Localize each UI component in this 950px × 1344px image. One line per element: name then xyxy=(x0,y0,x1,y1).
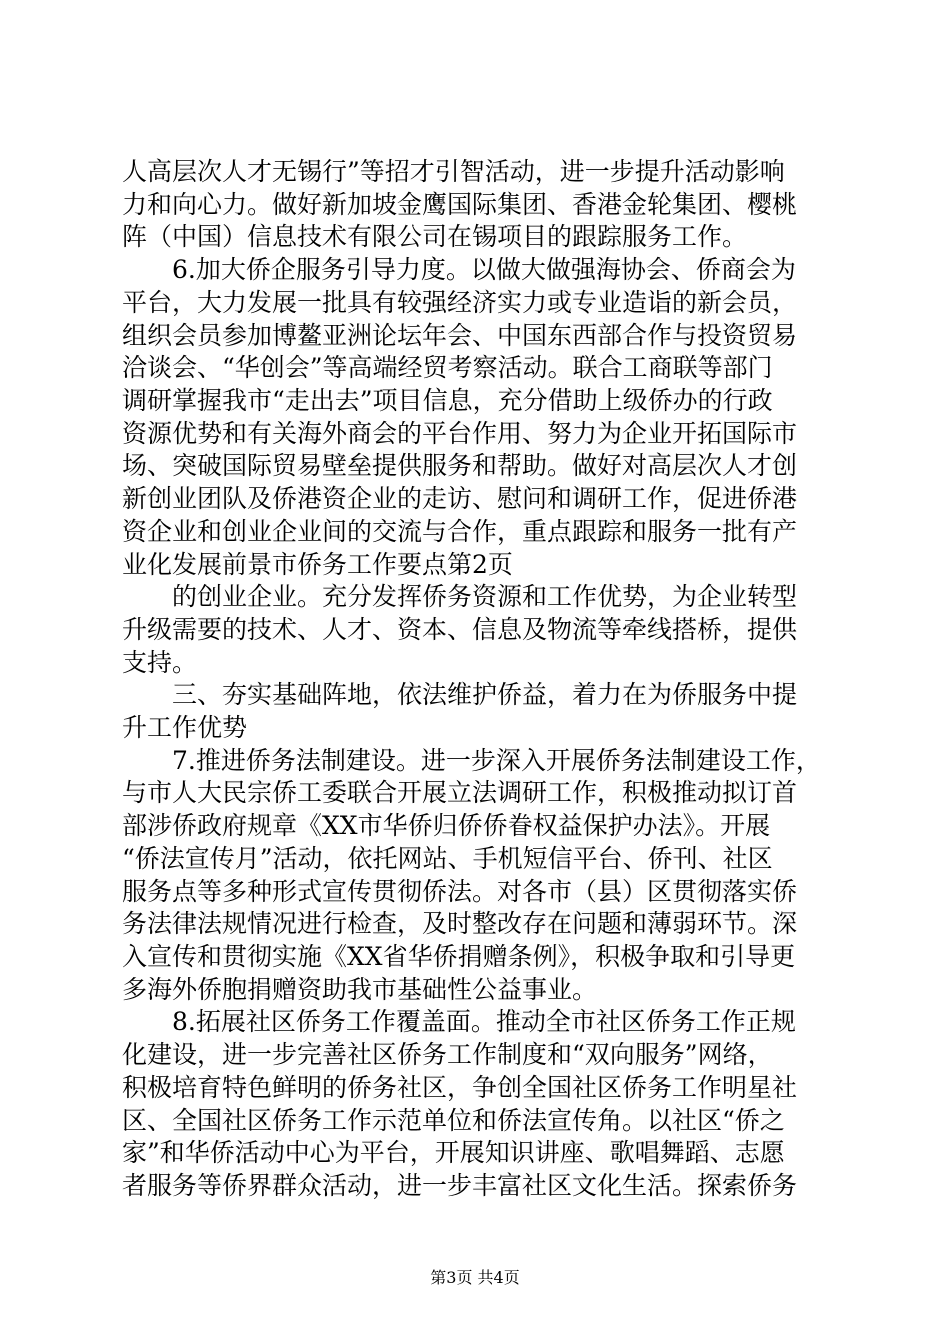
text-line: 组织会员参加博鳌亚洲论坛年会、中国东西部合作与投资贸易 xyxy=(122,321,798,350)
text-line: 场、突破国际贸易壁垒提供服务和帮助。做好对高层次人才创 xyxy=(122,451,798,480)
text-line: 务法律法规情况进行检查，及时整改存在问题和薄弱环节。深 xyxy=(122,909,798,938)
text-line: 7.推进侨务法制建设。进一步深入开展侨务法制建设工作， xyxy=(172,746,821,775)
text-line: 支持。 xyxy=(122,648,198,677)
text-line: 三、夯实基础阵地，依法维护侨益，着力在为侨服务中提 xyxy=(172,680,798,709)
text-line: 6.加大侨企服务引导力度。以做大做强海协会、侨商会为 xyxy=(172,255,796,284)
text-line: 资源优势和有关海外商会的平台作用、努力为企业开拓国际市 xyxy=(122,419,798,448)
text-line: 入宣传和贯彻实施《XX省华侨捐赠条例》，积极争取和引导更 xyxy=(122,942,796,971)
text-line: 力和向心力。做好新加坡金鹰国际集团、香港金轮集团、樱桃 xyxy=(122,190,798,219)
text-line: 平台，大力发展一批具有较强经济实力或专业造诣的新会员， xyxy=(122,288,798,317)
text-line: 升级需要的技术、人才、资本、信息及物流等牵线搭桥，提供 xyxy=(122,615,798,644)
text-line: 洽谈会、“华创会”等高端经贸考察活动。联合工商联等部门 xyxy=(122,353,773,382)
text-line: 资企业和创业企业间的交流与合作，重点跟踪和服务一批有产 xyxy=(122,517,798,546)
text-line: 人高层次人才无锡行”等招才引智活动，进一步提升活动影响 xyxy=(122,157,785,186)
text-line: 家”和华侨活动中心为平台，开展知识讲座、歌唱舞蹈、志愿 xyxy=(122,1138,785,1167)
text-line: 阵（中国）信息技术有限公司在锡项目的跟踪服务工作。 xyxy=(122,222,748,251)
text-line: 多海外侨胞捐赠资助我市基础性公益事业。 xyxy=(122,975,598,1004)
text-line: 8.拓展社区侨务工作覆盖面。推动全市社区侨务工作正规 xyxy=(172,1007,796,1036)
text-line: 积极培育特色鲜明的侨务社区，争创全国社区侨务工作明星社 xyxy=(122,1073,798,1102)
text-line: 与市人大民宗侨工委联合开展立法调研工作，积极推动拟订首 xyxy=(122,778,798,807)
text-line: “侨法宣传月”活动，依托网站、手机短信平台、侨刊、社区 xyxy=(122,844,773,873)
text-line: 化建设，进一步完善社区侨务工作制度和“双向服务”网络， xyxy=(122,1040,773,1069)
text-line: 调研掌握我市“走出去”项目信息，充分借助上级侨办的行政 xyxy=(122,386,773,415)
text-line: 部涉侨政府规章《XX市华侨归侨侨眷权益保护办法》。开展 xyxy=(122,811,771,840)
text-line: 业化发展前景市侨务工作要点第2页 xyxy=(122,550,513,579)
text-line: 服务点等多种形式宣传贯彻侨法。对各市（县）区贯彻落实侨 xyxy=(122,877,798,906)
text-line: 区、全国社区侨务工作示范单位和侨法宣传角。以社区“侨之 xyxy=(122,1106,785,1135)
text-line: 的创业企业。充分发挥侨务资源和工作优势，为企业转型 xyxy=(172,582,798,611)
text-line: 升工作优势 xyxy=(122,713,248,742)
page-number-footer: 第3页 共4页 xyxy=(430,1268,520,1287)
text-line: 者服务等侨界群众活动，进一步丰富社区文化生活。探索侨务 xyxy=(122,1171,798,1200)
text-line: 新创业团队及侨港资企业的走访、慰问和调研工作，促进侨港 xyxy=(122,484,798,513)
